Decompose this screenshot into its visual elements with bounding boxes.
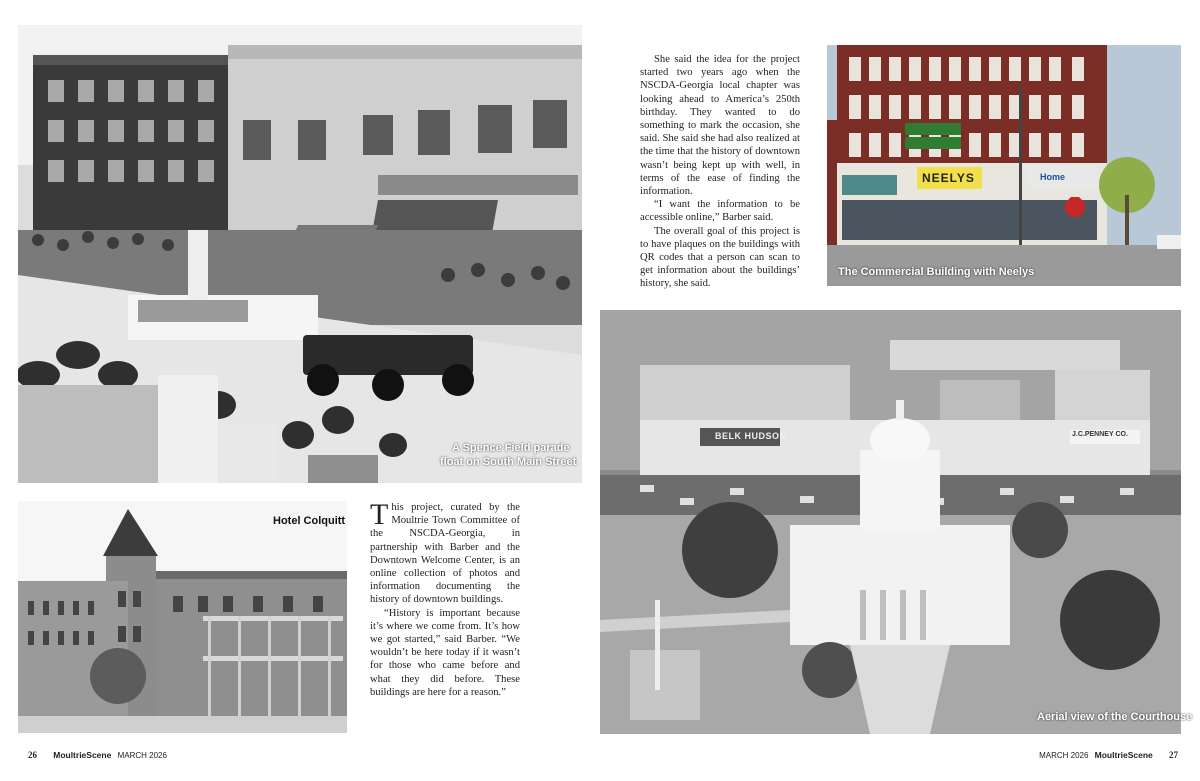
courthouse-aerial-photo [600, 310, 1181, 734]
footer-left [28, 750, 167, 760]
page-number-right: 27 [1169, 750, 1178, 760]
magazine-name-left: MoultrieScene [53, 750, 112, 760]
footer-right [1039, 750, 1178, 760]
article-column-right [640, 53, 800, 291]
parade-caption-line2: float on South Main Street [440, 456, 577, 468]
hotel-photo [18, 501, 347, 733]
article-paragraph [370, 498, 520, 607]
article-text: his project, curated by the Moultrie Town Committee of the NSCDA-Georgia, in partnership with Barber and the Downtown Welcome Center, is an online collection of photos and information documenting the history of downtown buildings. [370, 502, 520, 606]
jc-penney-sign-text: J.C.PENNEY CO. [1072, 431, 1128, 438]
drop-cap: T [370, 498, 389, 531]
commercial-caption: The Commercial Building with Neelys [838, 266, 1035, 278]
article-paragraph: The overall goal of this project is to have plaques on the buildings with QR codes that a person can scan to get information about the buildings’ history, she said. [640, 225, 800, 290]
page-number-left: 26 [28, 750, 37, 760]
parade-caption-line1: A Spence Field parade [452, 442, 570, 454]
article-column-left [370, 498, 520, 699]
parade-photo [18, 25, 582, 483]
article-paragraph: “I want the information to be accessible online,” Barber said. [640, 199, 800, 224]
home-sign-text: Home [1040, 172, 1066, 182]
magazine-name-right: MoultrieScene [1094, 750, 1153, 760]
neelys-sign-text: NEELYS [922, 171, 975, 185]
issue-date-right: MARCH 2026 [1039, 751, 1089, 760]
belk-hudson-sign-text: BELK HUDSON [715, 431, 787, 441]
article-paragraph: “History is important because it’s where we come from. It’s how we got started,” said Barber. “We wouldn’t be here today if it wasn’t for those who came before and what they did before. These buildings are here for a reason.” [370, 607, 520, 698]
courthouse-caption: Aerial view of the Courthouse [1037, 711, 1193, 723]
commercial-building-photo [827, 45, 1181, 286]
article-paragraph: She said the idea for the project started two years ago when the NSCDA-Georgia local chapter was looking ahead to America’s 250th birthday. They wanted to do something to mark the occasion, she said. She said she had also realized at the time that the history of downtown wasn’t being kept up with well, in terms of the ease of finding the information. [640, 54, 800, 198]
hotel-caption: Hotel Colquitt [273, 515, 346, 527]
issue-date-left: MARCH 2026 [117, 751, 167, 760]
